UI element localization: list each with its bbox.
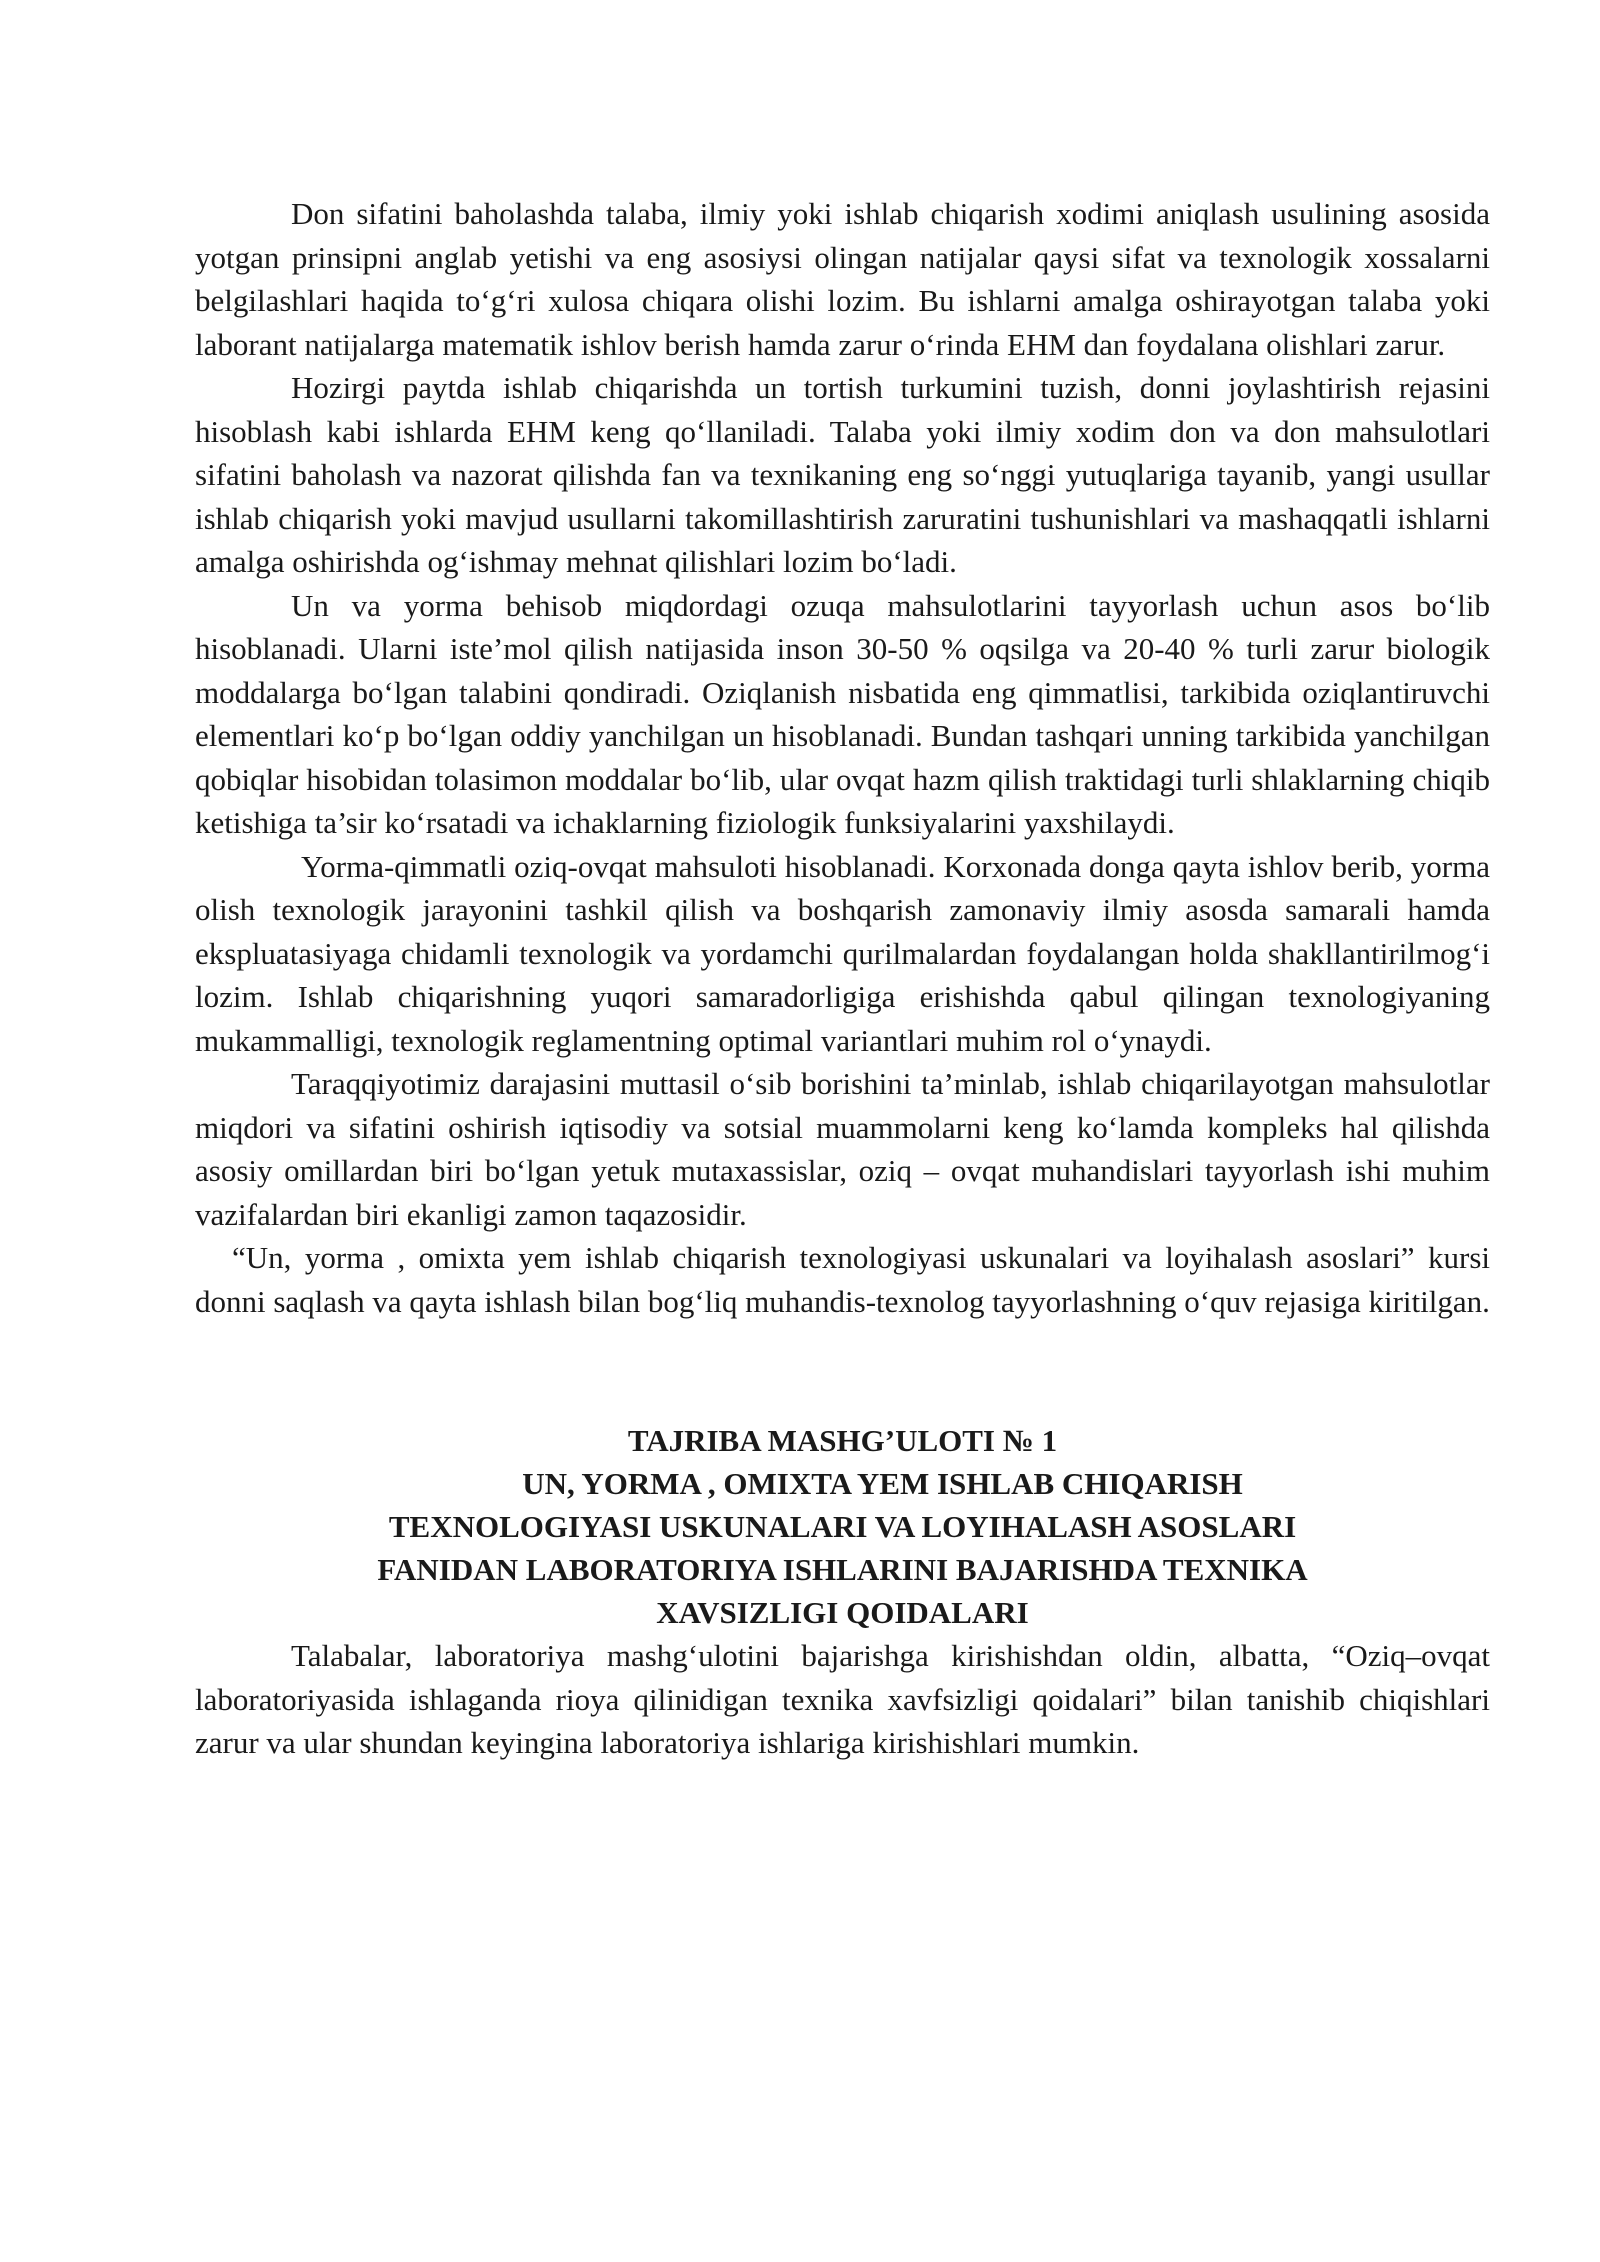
paragraph-final: Talabalar, laboratoriya mashg‘ulotini bajarishga kirishishdan oldin, albatta, “Oziq–ovqat laboratoriyasida ishlaganda rioya qilinidigan texnika xavfsizligi qoidalari” bilan tanishib chiqishlari zarur va ular shundan keyingina laboratoriya ishlariga kirishishlari mumkin. [195,1638,1490,1760]
heading-line-4: FANIDAN LABORATORIYA ISHLARINI BAJARISHDA TEXNIKA [377,1552,1308,1587]
heading-line-1: TAJRIBA MASHG’ULOTI № 1 [627,1423,1058,1458]
heading-line-3: TEXNOLOGIYASI USKUNALARI VA LOYIHALASH ASOSLARI [388,1509,1297,1544]
paragraph-3: Un va yorma behisob miqdordagi ozuqa mahsulotlarini tayyorlash uchun asos bo‘lib hisoblanadi. Ularni iste’mol qilish natijasida inson 30-50 % oqsilga va 20-40 % turli zarur biologik moddalarga bo‘lgan talabini qondiradi. Oziqlanish nisbatida eng qimmatlisi, tarkibida oziqlantiruvchi elementlari ko‘p bo‘lgan oddiy yanchilgan un hisoblanadi. Bundan tashqari unning tarkibida yanchilgan qobiqlar hisobidan tolasimon moddalar bo‘lib, ular ovqat hazm qilish traktidagi turli shlaklarning chiqib ketishiga ta’sir ko‘rsatadi va ichaklarning fiziologik funksiyalarini yaxshilaydi. [195,587,1490,840]
heading-line-2: UN, YORMA , OMIXTA YEM ISHLAB CHIQARISH [522,1466,1243,1501]
paragraph-6: “Un, yorma , omixta yem ishlab chiqarish texnologiyasi uskunalari va loyihalash asoslari” kursi donni saqlash va qayta ishlash bilan bog‘liq muhandis-texnolog tayyorlashning o‘quv rejasiga kiritilgan. [195,1240,1490,1319]
section-heading [195,1419,1490,1634]
paragraph-5: Taraqqiyotimiz darajasini muttasil o‘sib borishini ta’minlab, ishlab chiqarilayotgan mahsulotlar miqdori va sifatini oshirish iqtisodiy va sotsial muammolarni keng ko‘lamda kompleks hal qilishda asosiy omillardan biri bo‘lgan yetuk mutaxassislar, oziq – ovqat muhandislari tayyorlash ishi muhim vazifalardan biri ekanligi zamon taqazosidir. [195,1066,1490,1232]
document-page [195,192,1490,1765]
paragraph-4: Yorma-qimmatli oziq-ovqat mahsuloti hisoblanadi. Korxonada donga qayta ishlov berib, yorma olish texnologik jarayonini tashkil qilish va boshqarish zamonaviy ilmiy asosda samarali hamda ekspluatasiyaga chidamli texnologik va yordamchi qurilmalardan foydalangan holda shakllantirilmog‘i lozim. Ishlab chiqarishning yuqori samaradorligiga erishishda qabul qilingan texnologiyaning mukammalligi, texnologik reglamentning optimal variantlari muhim rol o‘ynaydi. [195,848,1490,1058]
paragraph-1: Don sifatini baholashda talaba, ilmiy yoki ishlab chiqarish xodimi aniqlash usulining asosida yotgan prinsipni anglab yetishi va eng asosiysi olingan natijalar qaysi sifat va texnologik xossalarni belgilashlari haqida to‘g‘ri xulosa chiqara olishi lozim. Bu ishlarni amalga oshirayotgan talaba yoki laborant natijalarga matematik ishlov berish hamda zarur o‘rinda EHM dan foydalana olishlari zarur. [195,196,1490,362]
paragraph-2: Hozirgi paytda ishlab chiqarishda un tortish turkumini tuzish, donni joylashtirish rejasini hisoblash kabi ishlarda EHM keng qo‘llaniladi. Talaba yoki ilmiy xodim don va don mahsulotlari sifatini baholash va nazorat qilishda fan va texnikaning eng so‘nggi yutuqlariga tayanib, yangi usullar ishlab chiqarish yoki mavjud usullarni takomillashtirish zaruratini tushunishlari va mashaqqatli ishlarni amalga oshirishda og‘ishmay mehnat qilishlari lozim bo‘ladi. [195,370,1490,579]
heading-line-5: XAVSIZLIGI QOIDALARI [656,1595,1029,1630]
